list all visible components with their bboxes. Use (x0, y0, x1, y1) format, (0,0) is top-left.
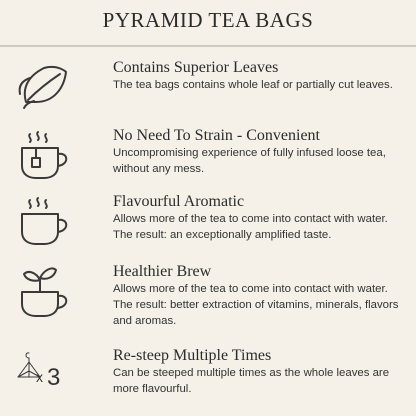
feature-heading: Flavourful Aromatic (113, 193, 245, 210)
page-title: PYRAMID TEA BAGS (102, 8, 314, 32)
feature-heading: No Need To Strain - Convenient (113, 127, 320, 144)
title-divider (0, 45, 416, 47)
steep-count (36, 364, 60, 392)
feature-heading: Healthier Brew (113, 263, 212, 280)
feature-body: Uncompromising experience of fully infused loose tea, without any mess. (113, 147, 386, 175)
feature-heading: Re-steep Multiple Times (113, 347, 272, 364)
feature-body: Allows more of the tea to come into contact with water. The result: an exceptionally amplified taste. (113, 213, 388, 241)
feature-body: Can be steeped multiple times as the whole leaves are more flavourful. (113, 367, 390, 395)
cup-with-teabag-icon (14, 126, 74, 186)
leaf-icon (14, 58, 74, 118)
cup-with-sprout-icon (14, 262, 74, 322)
multiplier-symbol: x (36, 369, 43, 385)
steaming-cup-icon (14, 192, 74, 252)
multiplier-value: 3 (47, 364, 61, 391)
feature-body: The tea bags contains whole leaf or partially cut leaves. (113, 79, 393, 91)
feature-heading: Contains Superior Leaves (113, 59, 279, 76)
feature-body: Allows more of the tea to come into contact with water. The result: better extraction of vitamins, minerals, flavors and aromas. (113, 283, 399, 327)
